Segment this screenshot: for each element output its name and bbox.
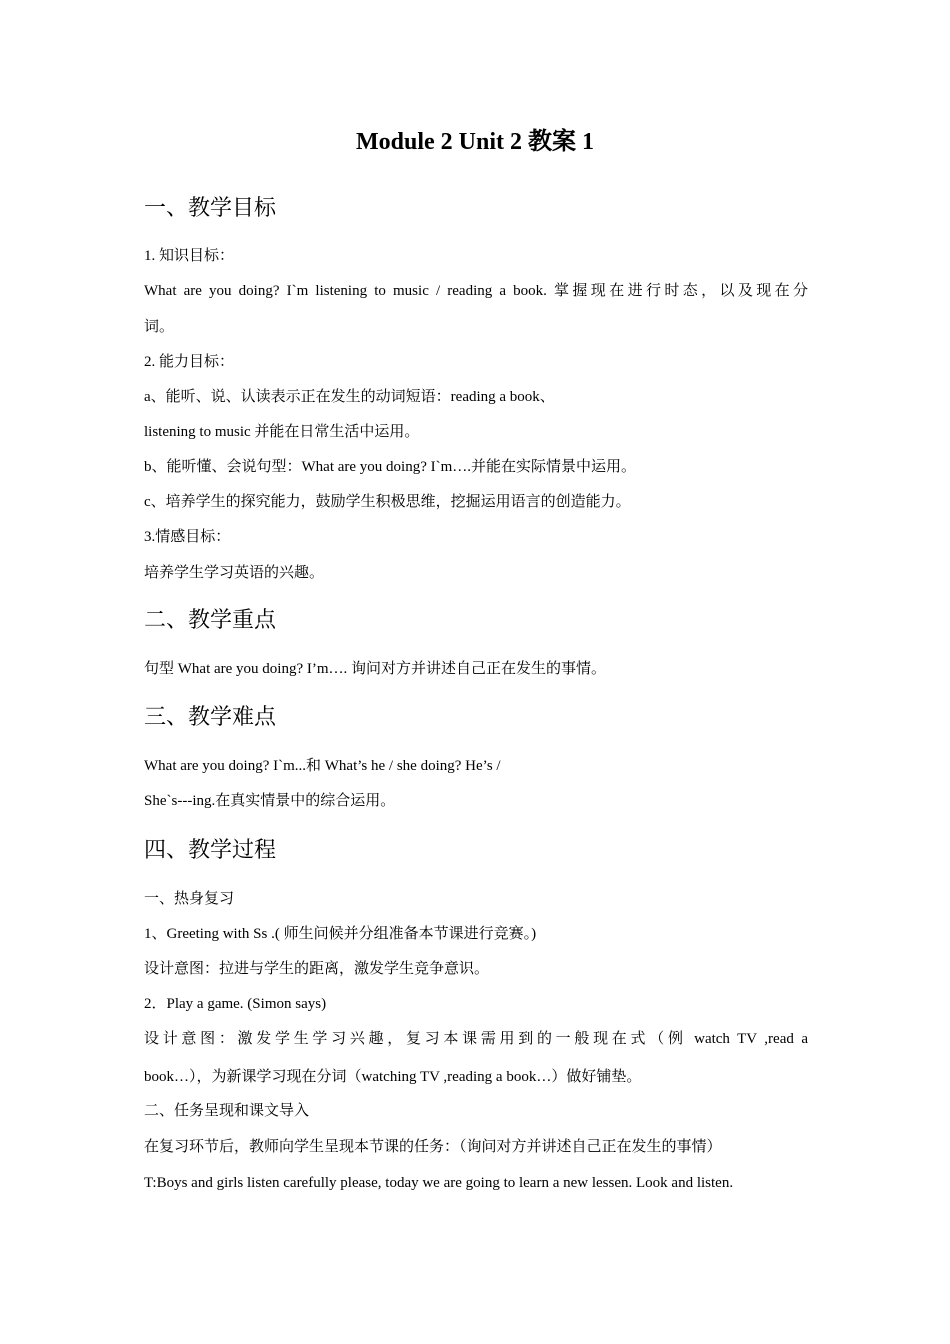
ability-objective-a-line1: a、能听、说、认读表示正在发生的动词短语：reading a book、 [144,389,555,405]
ability-objective-label: 2. 能力目标： [144,354,235,370]
section-heading-process: 四、教学过程 [144,837,277,862]
section-heading-objectives: 一、教学目标 [144,195,277,220]
warmup-item1-design: 设计意图：拉进与学生的距离，激发学生竞争意识。 [144,961,490,977]
warmup-item2-design-line1: 设计意图：激发学生学习兴趣，复习本课需用到的一般现在式（例 watch TV ,read a [144,1031,808,1047]
warmup-item1: 1、Greeting with Ss .( 师生问候并分组准备本节课进行竞赛。) [144,926,537,942]
task-presentation-text: 在复习环节后，教师向学生呈现本节课的任务：（询问对方并讲述自己正在发生的事情） [144,1139,722,1155]
document-title: Module 2 Unit 2 教案 1 [355,129,594,155]
difficulties-line1: What are you doing? I`m...和 What’s he / she doing? He’s / [144,758,501,774]
section-heading-difficulties: 三、教学难点 [144,704,277,729]
emotion-objective-text: 培养学生学习英语的兴趣。 [144,565,325,581]
knowledge-objective-line2: 词。 [144,319,175,335]
key-points-text: 句型 What are you doing? I’m…. 询问对方并讲述自己正在发生的事情。 [144,661,607,677]
ability-objective-a-line2: listening to music 并能在日常生活中运用。 [144,424,420,440]
ability-objective-b: b、能听懂、会说句型：What are you doing? I`m….并能在实际情景中运用。 [144,459,637,475]
emotion-objective-label: 3.情感目标： [144,529,231,545]
ability-objective-c: c、培养学生的探究能力，鼓励学生积极思维，挖掘运用语言的创造能力。 [144,494,631,510]
knowledge-objective-line1: What are you doing? I`m listening to music / reading a book. 掌握现在进行时态，以及现在分 [144,283,808,299]
warmup-item2: 2．Play a game. (Simon says) [144,996,327,1012]
difficulties-line2: She`s---ing.在真实情景中的综合运用。 [144,793,396,809]
warmup-item2-design-line2: book…），为新课学习现在分词（watching TV ,reading a book…）做好铺垫。 [144,1069,642,1085]
warmup-heading: 一、热身复习 [144,891,235,907]
knowledge-objective-label: 1. 知识目标： [144,248,235,264]
task-presentation-heading: 二、任务呈现和课文导入 [144,1103,310,1119]
section-heading-key-points: 二、教学重点 [144,607,277,632]
teacher-speech: T:Boys and girls listen carefully please, today we are going to learn a new lessen. Look and listen. [144,1175,734,1191]
